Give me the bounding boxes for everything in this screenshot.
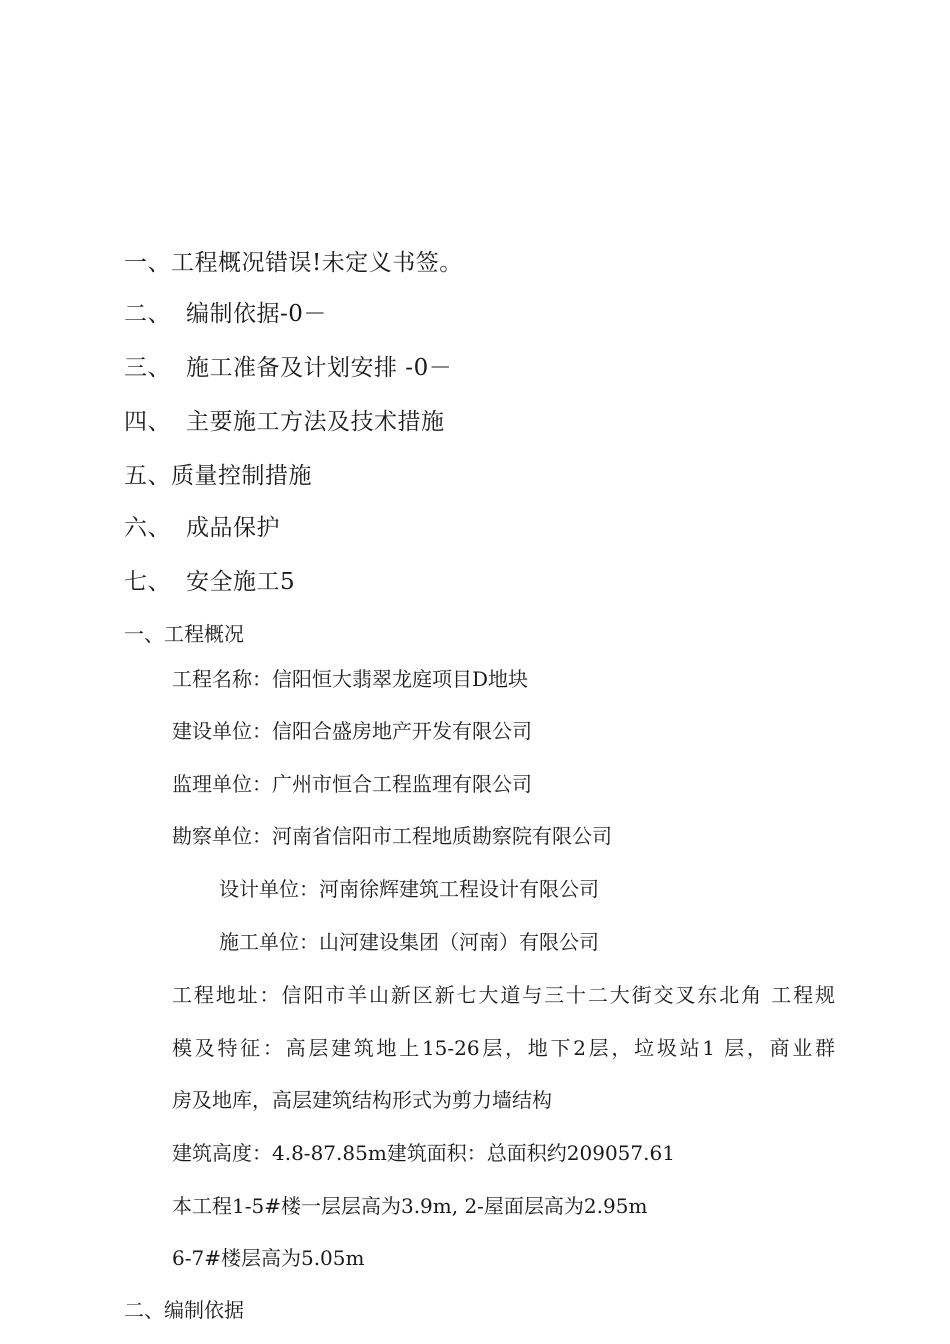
toc-item-number: 五、 — [124, 463, 171, 489]
toc-item-number: 一、 — [124, 250, 171, 276]
toc-item-1[interactable] — [124, 252, 463, 275]
toc-item-text: 成品保护 — [186, 515, 280, 541]
toc-item-text: 主要施工方法及技术措施 — [186, 409, 445, 435]
paragraph-line: 模及特征：高层建筑地上15-26层，地下2层，垃圾站1 层，商业群 — [172, 1036, 835, 1060]
toc-item-2[interactable] — [124, 303, 327, 326]
project-name: 工程名称：信阳恒大翡翠龙庭项目D地块 — [172, 667, 529, 691]
toc-item-number: 四、 — [124, 409, 171, 435]
construction-unit: 施工单位：山河建设集团（河南）有限公司 — [219, 930, 599, 954]
toc-item-number: 六、 — [124, 515, 171, 541]
section-heading: 二、编制依据 — [124, 1298, 244, 1322]
toc-item-number: 二、 — [124, 301, 171, 327]
section-heading: 一、工程概况 — [124, 622, 244, 646]
toc-item-text: 质量控制措施 — [171, 463, 312, 489]
toc-item-number: 三、 — [124, 355, 171, 381]
paragraph-line: 房及地库，高层建筑结构形式为剪力墙结构 — [172, 1088, 552, 1112]
toc-item-text: 工程概况错误!未定义书签。 — [171, 250, 463, 276]
paragraph-line: 工程地址：信阳市羊山新区新七大道与三十二大街交叉东北角 工程规 — [172, 983, 835, 1007]
toc-item-5[interactable] — [124, 465, 312, 488]
toc-item-text: 安全施工5 — [186, 569, 296, 595]
supervision-unit: 监理单位：广州市恒合工程监理有限公司 — [172, 772, 532, 796]
survey-unit: 勘察单位：河南省信阳市工程地质勘察院有限公司 — [172, 824, 612, 848]
toc-item-6[interactable] — [124, 517, 280, 540]
toc-item-7[interactable] — [124, 571, 295, 594]
building-height: 建筑高度：4.8-87.85m建筑面积：总面积约209057.61 — [172, 1141, 675, 1165]
developer-unit: 建设单位：信阳合盛房地产开发有限公司 — [172, 719, 532, 743]
floor-height-1: 本工程1-5#楼一层层高为3.9m, 2-屋面层高为2.95m — [172, 1194, 648, 1218]
toc-item-text: 编制依据-0－ — [186, 301, 327, 327]
toc-item-text: 施工准备及计划安排 -0－ — [186, 355, 453, 381]
design-unit: 设计单位：河南徐辉建筑工程设计有限公司 — [219, 877, 599, 901]
toc-item-3[interactable] — [124, 357, 452, 380]
floor-height-2: 6-7#楼层高为5.05m — [172, 1246, 365, 1270]
toc-item-number: 七、 — [124, 569, 171, 595]
toc-item-4[interactable] — [124, 411, 445, 434]
